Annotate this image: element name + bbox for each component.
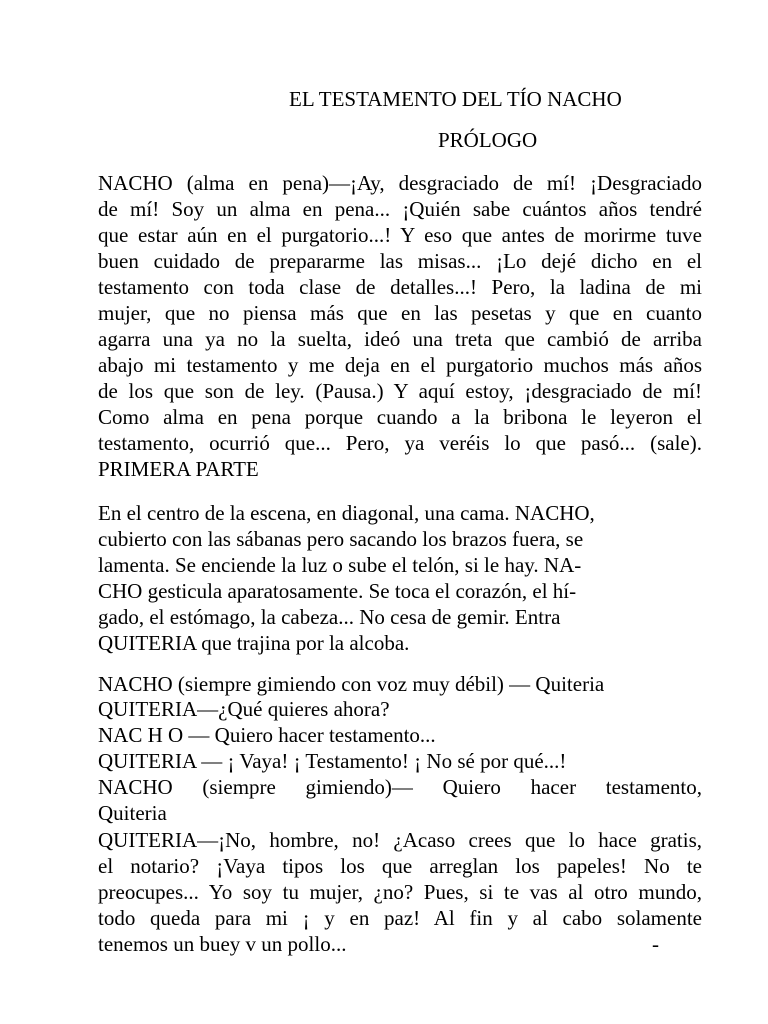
part-heading: PRIMERA PARTE: [98, 457, 259, 481]
dialogue-line: QUITERIA—¿Qué quieres ahora?: [98, 697, 390, 721]
dialogue-line: NACHO (siempre gimiendo con voz muy débil) — Quiteria: [98, 672, 605, 696]
prologue-line: de mí! Soy un alma en pena... ¡Quién sabe cuántos años tendré: [98, 197, 702, 221]
prologue-line: testamento con toda clase de detalles...! Pero, la ladina de mi: [98, 275, 702, 299]
prologue-line: NACHO (alma en pena)—¡Ay, desgraciado de mí! ¡Desgraciado: [98, 171, 702, 195]
prologue-line: agarra una ya no la suelta, ideó una treta que cambió de arriba: [98, 327, 702, 351]
dialogue-line: todo queda para mi ¡ y en paz! Al fin y al cabo solamente: [98, 906, 702, 930]
dialogue-line: NACHO (siempre gimiendo)— Quiero hacer testamento,: [98, 775, 702, 799]
trailing-dash: -: [652, 932, 659, 956]
dialogue-line: QUITERIA — ¡ Vaya! ¡ Testamento! ¡ No sé por qué...!: [98, 749, 567, 773]
dialogue-line: el notario? ¡Vaya tipos los que arreglan los papeles! No te: [98, 854, 702, 878]
prologue-line: de los que son de ley. (Pausa.) Y aquí estoy, ¡desgraciado de mí!: [98, 379, 702, 403]
prologue-line: mujer, que no piensa más que en las pesetas y que en cuanto: [98, 301, 702, 325]
stage-direction-line: En el centro de la escena, en diagonal, una cama. NACHO,: [98, 501, 595, 525]
prologue-line: que estar aún en el purgatorio...! Y eso que antes de morirme tuve: [98, 223, 702, 247]
prologue-line: abajo mi testamento y me deja en el purgatorio muchos más años: [98, 353, 702, 377]
dialogue-line: Quiteria: [98, 801, 167, 825]
dialogue-line: NAC H O — Quiero hacer testamento...: [98, 723, 436, 747]
stage-direction-line: QUITERIA que trajina por la alcoba.: [98, 631, 410, 655]
document-title: EL TESTAMENTO DEL TÍO NACHO: [289, 87, 622, 111]
stage-direction-line: gado, el estómago, la cabeza... No cesa de gemir. Entra: [98, 605, 561, 629]
dialogue-line: QUITERIA—¡No, hombre, no! ¿Acaso crees que lo hace gratis,: [98, 828, 702, 852]
dialogue-line: preocupes... Yo soy tu mujer, ¿no? Pues, si te vas al otro mundo,: [98, 880, 702, 904]
prologue-line: testamento, ocurrió que... Pero, ya veréis lo que pasó... (sale).: [98, 431, 702, 455]
dialogue-line: tenemos un buey v un pollo...: [98, 932, 347, 956]
prologue-line: buen cuidado de prepararme las misas... ¡Lo dejé dicho en el: [98, 249, 702, 273]
prologue-line: Como alma en pena porque cuando a la bribona le leyeron el: [98, 405, 702, 429]
stage-direction-line: cubierto con las sábanas pero sacando los brazos fuera, se: [98, 527, 584, 551]
prologue-heading: PRÓLOGO: [438, 128, 538, 152]
stage-direction-line: CHO gesticula aparatosamente. Se toca el corazón, el hí-: [98, 579, 577, 603]
stage-direction-line: lamenta. Se enciende la luz o sube el telón, si le hay. NA-: [98, 553, 582, 577]
